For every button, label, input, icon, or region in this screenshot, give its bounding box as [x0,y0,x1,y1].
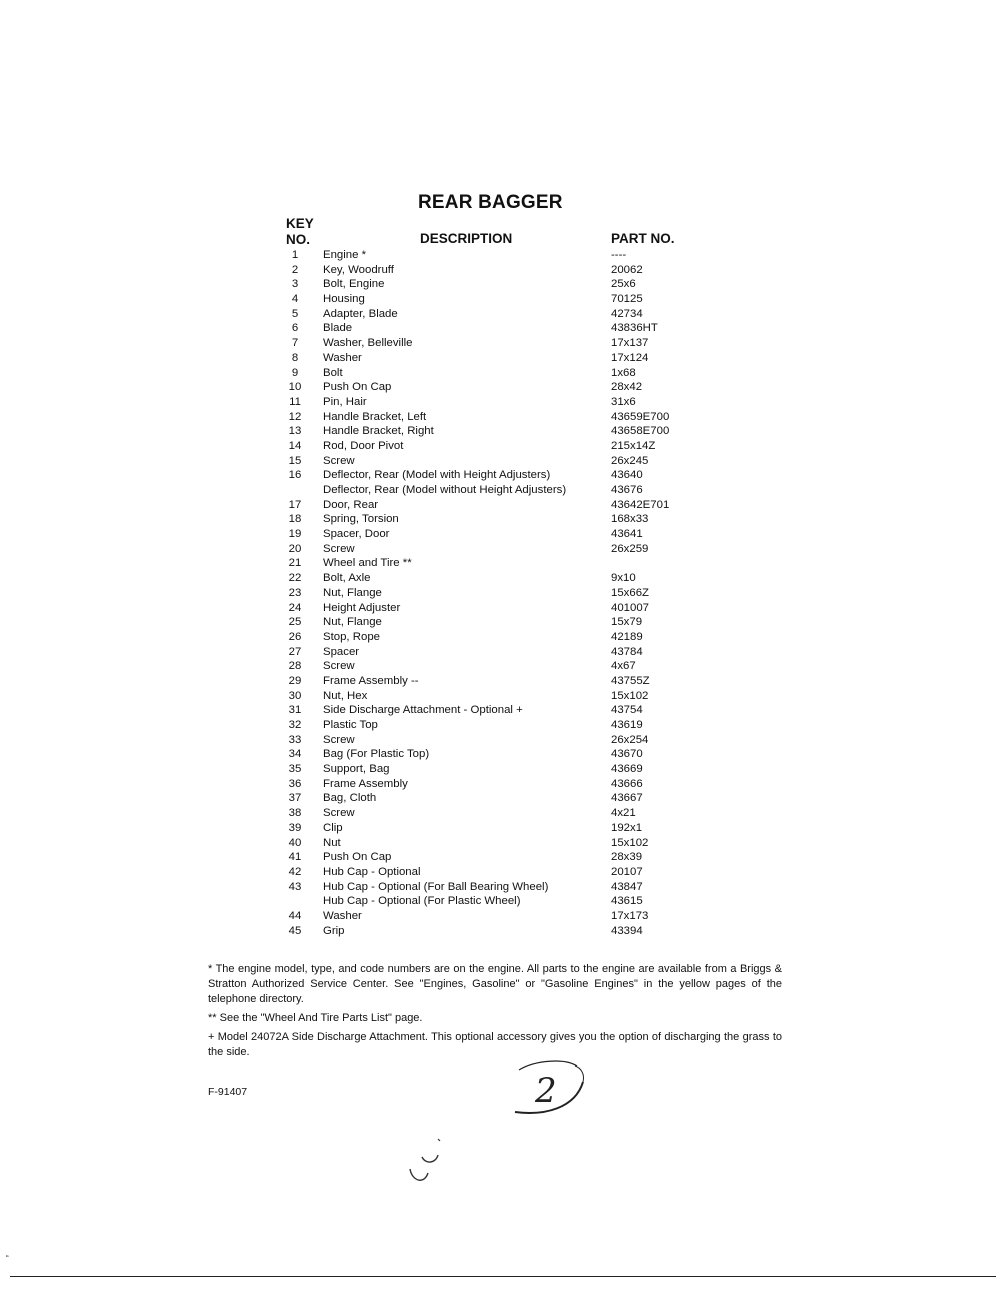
parts-row [280,747,740,762]
parts-row [280,791,740,806]
parts-row [280,909,740,924]
key-number: 13 [288,425,302,438]
key-number: 21 [288,557,302,570]
key-number: 23 [288,586,302,599]
part-number: 43667 [611,792,643,805]
key-number: 41 [288,851,302,864]
part-description: Engine * [323,249,367,261]
side-discharge-footnote: + Model 24072A Side Discharge Attachment. This optional accessory gives you the option of discharging the grass to the side. [208,1031,782,1058]
part-number: 43666 [611,777,643,790]
key-number: 17 [288,498,302,511]
part-number: 43754 [611,704,643,717]
parts-row [280,542,740,557]
part-description: Handle Bracket, Left [323,410,427,423]
part-description: Hub Cap - Optional [323,865,421,878]
part-number: 43836HT [611,322,658,335]
parts-row [280,718,740,733]
parts-row [280,615,740,630]
parts-row [280,659,740,674]
part-number: 42189 [611,630,643,643]
parts-row [280,277,740,292]
part-description: Push On Cap [323,381,392,394]
part-number: 31x6 [611,395,636,408]
part-description: Bag (For Plastic Top) [323,748,430,761]
parts-row [280,571,740,586]
part-description: Blade [323,322,353,335]
part-number: 17x173 [611,909,649,922]
part-number: 43784 [611,645,643,658]
part-description: Adapter, Blade [323,307,398,320]
part-description: Deflector, Rear (Model without Height Adjusters) [323,484,567,496]
part-description: Frame Assembly [323,777,408,790]
key-number: 5 [291,307,299,320]
part-description: Washer [323,351,362,364]
parts-row [280,865,740,880]
parts-row [280,424,740,439]
parts-row [280,263,740,278]
parts-row [280,248,740,263]
key-number: 32 [288,719,302,731]
parts-row [280,689,740,704]
part-description: Frame Assembly -- [323,674,419,687]
key-number: 14 [288,439,302,452]
part-number: 43670 [611,748,643,761]
parts-row [280,674,740,689]
parts-row [280,483,740,498]
parts-row [280,439,740,454]
key-number: 44 [288,909,302,922]
part-number: 4x67 [611,660,636,673]
part-description: Screw [323,807,355,820]
part-number: 26x245 [611,454,649,467]
key-number: 22 [288,572,302,585]
parts-row [280,924,740,939]
part-number: 43615 [611,895,643,908]
key-number: 38 [288,807,302,820]
parts-row [280,894,740,909]
parts-row [280,821,740,836]
part-number-header: PART NO. [611,231,675,246]
key-number: 30 [288,689,302,702]
part-description: Clip [323,821,343,834]
parts-row [280,556,740,571]
key-number: 40 [288,836,302,849]
part-description: Stop, Rope [323,630,380,643]
key-number: 25 [288,616,302,629]
part-number: 70125 [611,293,643,306]
parts-row [280,601,740,616]
part-description: Housing [323,293,365,306]
part-description: Nut, Flange [323,586,382,599]
part-description: Wheel and Tire ** [323,557,412,570]
part-description: Screw [323,454,355,467]
key-number: 43 [288,880,302,893]
part-number: ---- [611,249,627,261]
key-number: 29 [288,674,302,687]
part-number: 43658E700 [611,425,670,438]
handwritten-number: 2 [535,1071,557,1111]
part-number: 43669 [611,763,643,776]
parts-row [280,630,740,645]
part-number: 43676 [611,484,643,496]
key-number: 34 [288,748,302,761]
page-title: REAR BAGGER [418,192,563,213]
part-description: Pin, Hair [323,395,367,408]
part-number: 17x124 [611,351,649,364]
key-number: 39 [288,821,302,834]
part-number: 28x42 [611,381,643,394]
key-number: 35 [288,763,302,776]
part-number: 43641 [611,528,643,541]
key-number: 1 [291,249,299,261]
key-number: 6 [291,322,299,335]
parts-row [280,410,740,425]
edge-speck: “ [6,1254,9,1263]
engine-footnote: * The engine model, type, and code numbers are on the engine. All parts to the engine are available from a Briggs & Stratton Authorized Service Center. See "Engines, Gasoline" or "Gasoline Engines" in the yellow pages of the telephone directory. [208,963,782,1005]
description-header: DESCRIPTION [420,231,513,246]
part-number: 20107 [611,865,643,878]
part-description: Deflector, Rear (Model with Height Adjusters) [323,469,551,482]
handwritten-circled-number [505,1052,595,1124]
part-description: Hub Cap - Optional (For Plastic Wheel) [323,895,521,908]
part-description: Spring, Torsion [323,513,399,526]
parts-row [280,806,740,821]
part-number: 43847 [611,880,643,893]
parts-row [280,512,740,527]
parts-row [280,395,740,410]
parts-row [280,880,740,895]
part-description: Bolt, Engine [323,278,385,291]
part-number: 401007 [611,601,650,614]
key-number: 20 [288,542,302,555]
parts-row [280,468,740,483]
wheel-footnote: ** See the "Wheel And Tire Parts List" page. [208,1012,423,1024]
part-number: 215x14Z [611,439,656,452]
part-description: Washer, Belleville [323,337,413,350]
part-number: 17x137 [611,337,649,350]
key-number: 45 [288,924,302,937]
part-description: Door, Rear [323,498,379,511]
part-number: 15x66Z [611,586,649,599]
parts-row [280,703,740,718]
part-description: Plastic Top [323,719,378,731]
key-number: 9 [291,366,299,379]
part-number: 4x21 [611,807,636,820]
part-description: Hub Cap - Optional (For Ball Bearing Wheel) [323,880,549,893]
key-number: 19 [288,528,302,541]
part-number: 25x6 [611,278,636,291]
key-number: 31 [288,704,302,717]
part-description: Bolt [323,366,343,379]
parts-row [280,527,740,542]
parts-row [280,336,740,351]
key-number: 11 [289,395,301,408]
parts-row [280,351,740,366]
key-number: 8 [291,351,299,364]
part-description: Nut, Hex [323,689,368,702]
key-number: 24 [288,601,302,614]
parts-row [280,498,740,513]
part-description: Screw [323,542,355,555]
scribble-mark [400,1135,450,1190]
key-number: 3 [291,278,299,291]
part-description: Handle Bracket, Right [323,425,434,438]
part-number: 43659E700 [611,410,670,423]
form-number: F-91407 [208,1086,248,1098]
part-description: Support, Bag [323,763,390,776]
part-description: Rod, Door Pivot [323,439,404,452]
part-number: 168x33 [611,513,649,526]
parts-row [280,586,740,601]
part-description: Push On Cap [323,851,392,864]
parts-row [280,380,740,395]
parts-row [280,321,740,336]
part-description: Key, Woodruff [323,263,394,276]
parts-row [280,366,740,381]
key-number: 15 [288,454,302,467]
part-number: 9x10 [611,572,636,585]
key-number: 37 [288,792,302,805]
part-description: Washer [323,909,362,922]
parts-row [280,307,740,322]
part-description: Side Discharge Attachment - Optional + [323,704,523,717]
part-number: 43640 [611,469,643,482]
parts-row [280,645,740,660]
part-number: 43755Z [611,674,650,687]
footnotes [208,962,782,1064]
part-number: 1x68 [611,366,636,379]
key-number: 42 [288,865,302,878]
key-number: 28 [288,660,302,673]
parts-row [280,850,740,865]
key-number: 18 [288,513,302,526]
key-number: 2 [291,263,299,276]
parts-row [280,292,740,307]
part-number: 43394 [611,924,643,937]
key-number: 36 [288,777,302,790]
part-number: 15x102 [611,689,649,702]
key-number: 26 [288,630,302,643]
part-number: 15x102 [611,836,649,849]
part-number: 15x79 [611,616,643,629]
part-number: 20062 [611,263,643,276]
parts-row [280,836,740,851]
parts-row [280,454,740,469]
part-number: 43619 [611,719,643,731]
key-number-header: KEY NO. [286,216,314,247]
part-description: Nut, Flange [323,616,382,629]
key-number: 7 [291,337,299,350]
key-number: 10 [288,381,302,394]
part-number: 43642E701 [611,498,670,511]
parts-row [280,777,740,792]
part-description: Spacer [323,645,360,658]
part-description: Bolt, Axle [323,572,371,585]
key-number: 4 [291,293,299,306]
key-number: 16 [288,469,302,482]
part-description: Screw [323,660,355,673]
part-description: Screw [323,733,355,746]
key-number: 33 [288,733,302,746]
part-number: 42734 [611,307,643,320]
part-description: Grip [323,924,345,937]
part-description: Nut [323,836,341,849]
key-number: 27 [288,645,302,658]
parts-row [280,762,740,777]
part-description: Height Adjuster [323,601,401,614]
part-number: 26x254 [611,733,649,746]
parts-list [280,248,740,938]
part-description: Spacer, Door [323,528,390,541]
part-description: Bag, Cloth [323,792,377,805]
parts-row [280,733,740,748]
part-number: 28x39 [611,851,643,864]
part-number: 26x259 [611,542,649,555]
bottom-rule [10,1276,996,1277]
part-number: 192x1 [611,821,643,834]
key-number: 12 [288,410,302,423]
